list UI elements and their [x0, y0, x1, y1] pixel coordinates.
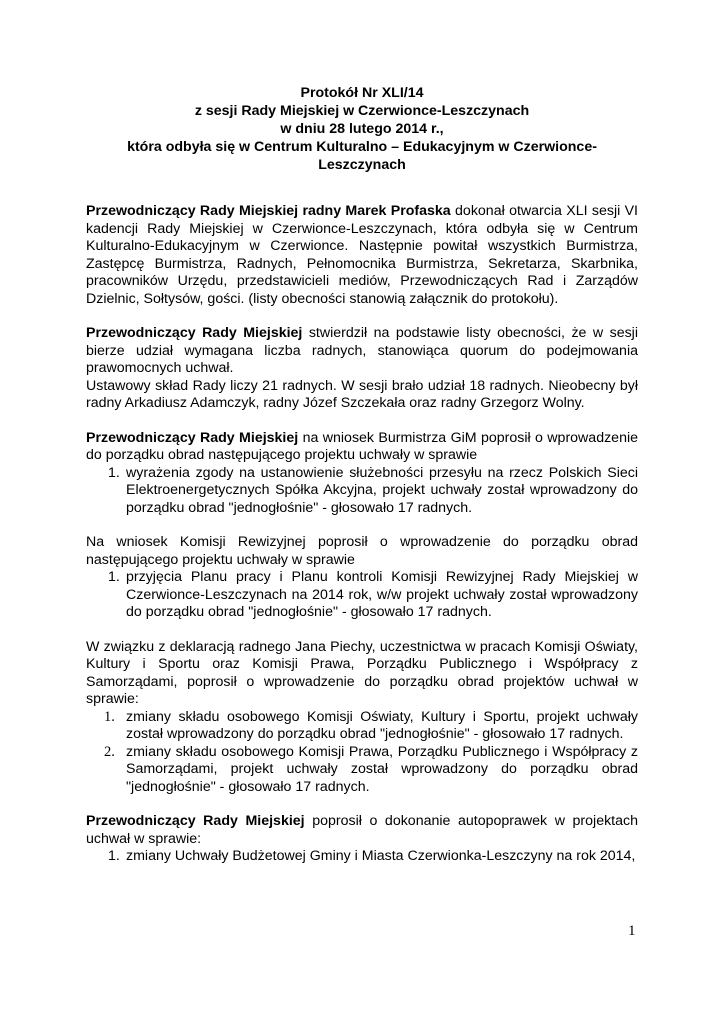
- title-line: w dniu 28 lutego 2014 r.,: [280, 121, 444, 137]
- chairman-label: Przewodniczący Rady Miejskiej: [86, 429, 299, 446]
- title-line: z sesji Rady Miejskiej w Czerwionce-Leszczynach: [194, 103, 530, 119]
- paragraph-text: stwierdził na podstawie listy obecności, że w sesji bierze udział wymagana liczba radnych, stanowiąca quorum do podejmowania prawomocnych uchwał.: [86, 325, 638, 376]
- list-number: 1.: [104, 708, 115, 725]
- list-item-text: zmiany składu osobowego Komisji Prawa, Porządku Publicznego i Współpracy z Samorządami, projekt uchwały został wprowadzony do porządku obrad "jednogłośnie" - głosowało 17 radnych.: [126, 743, 638, 795]
- paragraph-attendance: Ustawowy skład Rady liczy 21 radnych. W sesji brało udział 18 radnych. Nieobecny był radny Arkadiusz Adamczyk, radny Józef Szczekała oraz radny Grzegorz Wolny.: [86, 377, 638, 411]
- list-number: 1.: [108, 848, 120, 864]
- list-item-text: wyrażenia zgody na ustanowienie służebności przesyłu na rzecz Polskich Sieci Elektroenergetycznych Spółka Akcyjna, projekt uchwały został wprowadzony do porządku obrad "jednogłośnie" - głosowało 17 radnych.: [126, 464, 638, 516]
- list-item-text: zmiany Uchwały Budżetowej Gminy i Miasta Czerwionka-Leszczyny na rok 2014,: [126, 848, 636, 864]
- resolution-list: [86, 465, 638, 518]
- list-number: 1.: [108, 569, 120, 585]
- resolution-list: [86, 569, 638, 622]
- list-item: [86, 709, 638, 744]
- list-item-text: zmiany składu osobowego Komisji Oświaty, Kultury i Sportu, projekt uchwały został wprowadzony do porządku obrad "jednogłośnie" - głosowało 17 radnych.: [126, 708, 638, 742]
- paragraph-text: poprosił o dokonanie autopoprawek w projektach uchwał w sprawie:: [86, 813, 638, 847]
- chairman-label: Przewodniczący Rady Miejskiej: [86, 325, 303, 341]
- list-item: [86, 569, 638, 622]
- resolution-list: [86, 848, 638, 866]
- list-item: [86, 465, 638, 518]
- list-number: 1.: [108, 464, 120, 481]
- list-number: 2.: [104, 743, 115, 760]
- paragraph-opening: [86, 203, 638, 308]
- title-line: Leszczynach: [318, 157, 406, 173]
- document-title: [86, 84, 638, 174]
- resolution-list: [86, 709, 638, 797]
- document-body: [86, 203, 638, 866]
- paragraph-text: na wniosek Burmistrza GiM poprosił o wprowadzenie do porządku obrad następującego projektu uchwały w sprawie: [86, 429, 639, 463]
- list-item: [86, 744, 638, 797]
- paragraph-quorum: [86, 325, 638, 378]
- title-line: Protokół Nr XLI/14: [300, 85, 424, 101]
- list-item: [86, 848, 638, 866]
- chairman-label: Przewodniczący Rady Miejskiej: [86, 813, 305, 829]
- title-line: która odbyła się w Centrum Kulturalno – Edukacyjnym w Czerwionce-: [127, 139, 597, 155]
- list-item-text: przyjęcia Planu pracy i Planu kontroli Komisji Rewizyjnej Rady Miejskiej w Czerwionce-Leszczynach na 2014 rok, w/w projekt uchwały został wprowadzony do porządku obrad "jednogłośnie" - głosowało 17 radnych.: [126, 569, 638, 620]
- paragraph-declaration: W związku z deklaracją radnego Jana Piechy, uczestnictwa w pracach Komisji Oświaty, Kultury i Sportu oraz Komisji Prawa, Porządku Publicznego i Współpracy z Samorządami, poprosił o wprowadzenie do porządku obrad projektów uchwał w sprawie:: [86, 638, 638, 707]
- page-number: 1: [628, 923, 636, 939]
- chairman-label: Przewodniczący Rady Miejskiej radny Marek Profaska: [86, 203, 451, 219]
- paragraph-text: dokonał otwarcia XLI sesji VI kadencji Rady Miejskiej w Czerwionce-Leszczynach, która odbyła się w Centrum Kulturalno-Edukacyjnym w Czerwionce. Następnie powitał wszystkich Burmistrza, Zastępcę Burmistrza, Radnych, Pełnomocnika Burmistrza, Sekretarza, Skarbnika, pracowników Urzędu, przedstawicieli mediów, Przewodniczących Rad i Zarządów Dzielnic, Sołtysów, gości. (listy obecności stanowią załącznik do protokołu).: [86, 203, 638, 307]
- paragraph-audit-committee: Na wniosek Komisji Rewizyjnej poprosił o wprowadzenie do porządku obrad następującego projektu uchwały w sprawie: [86, 534, 638, 568]
- paragraph-mayor-motion: [86, 430, 638, 465]
- paragraph-amendments: [86, 813, 638, 848]
